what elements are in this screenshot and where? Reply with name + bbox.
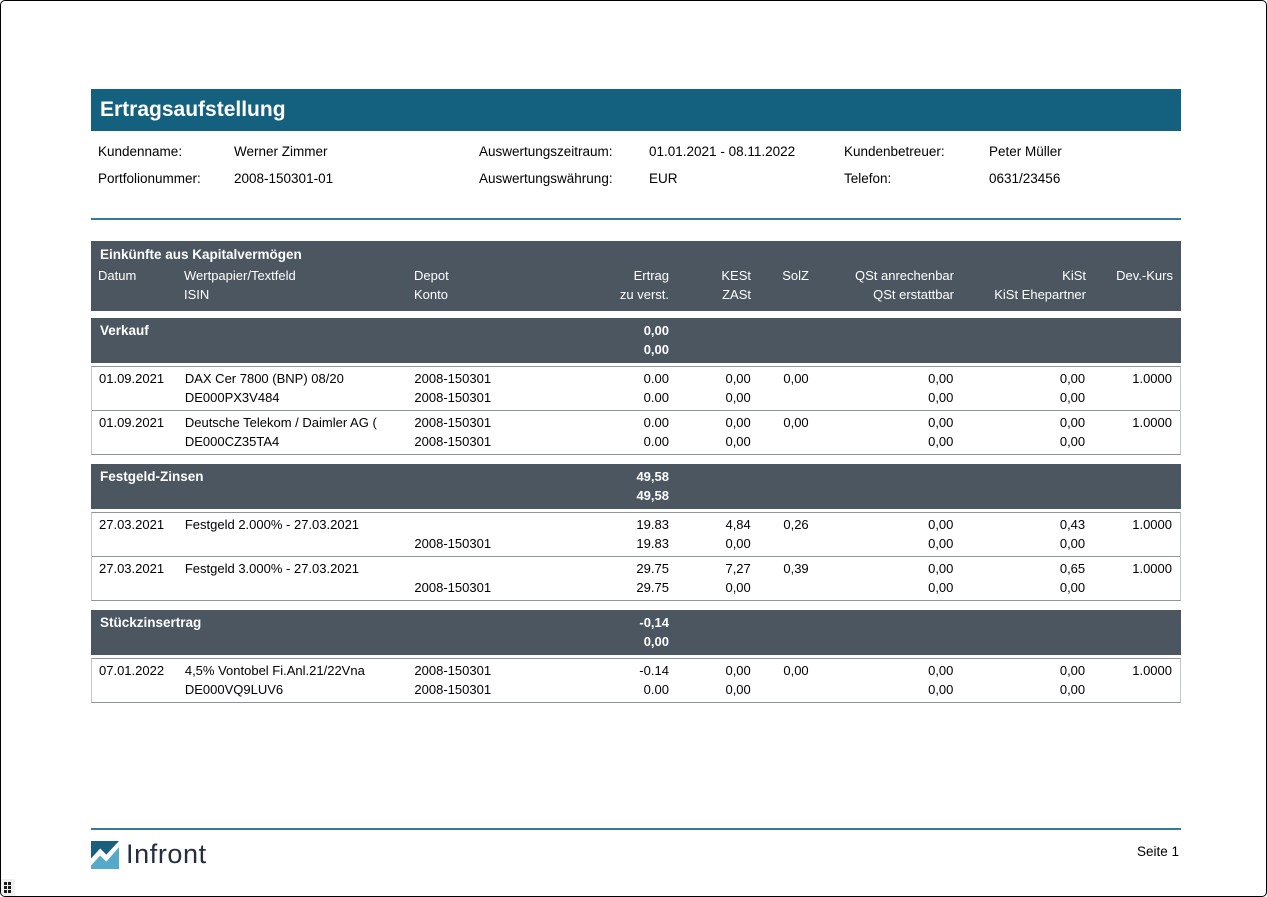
- cell-dev-kurs: 1.0000: [1132, 371, 1172, 386]
- col-depot: Depot Konto: [414, 268, 449, 302]
- zeitraum-label: Auswertungszeitraum:: [479, 144, 613, 159]
- cell-ertrag: 19.83 19.83: [636, 517, 669, 551]
- cell-kist: 0,43 0,00: [1059, 517, 1086, 551]
- cell-solz: 0,00: [783, 371, 809, 386]
- section-sum: 49,58 49,58: [636, 469, 669, 503]
- cell-depot: 2008-150301 2008-150301: [414, 371, 492, 405]
- kundenname-label: Kundenname:: [98, 144, 183, 159]
- cell-solz: 0,39: [783, 561, 809, 576]
- cell-qst: 0,00 0,00: [928, 517, 954, 551]
- info-row: [91, 140, 1181, 167]
- cell-dev-kurs: 1.0000: [1132, 415, 1172, 430]
- row-group-stueckzins: [91, 658, 1181, 703]
- page-number: Seite 1: [1136, 844, 1179, 859]
- waehrung-label: Auswertungswährung:: [479, 171, 613, 186]
- table-row: [92, 513, 1180, 556]
- report-title-banner: [91, 89, 1181, 131]
- table-row: [92, 410, 1180, 454]
- section-sum: 0,00 0,00: [643, 323, 669, 357]
- cell-kist: 0,00 0,00: [1059, 663, 1086, 697]
- betreuer-label: Kundenbetreuer:: [844, 144, 945, 159]
- section-label: Verkauf: [100, 323, 149, 338]
- cell-dev-kurs: 1.0000: [1132, 517, 1172, 532]
- cell-depot: 2008-150301 2008-150301: [414, 415, 492, 449]
- table-title: Einkünfte aus Kapitalvermögen: [100, 247, 302, 262]
- cell-qst: 0,00 0,00: [928, 371, 954, 405]
- cell-ertrag: -0.14 0.00: [639, 663, 669, 697]
- cell-wertpapier: Deutsche Telekom / Daimler AG ( DE000CZ35TA4: [184, 415, 377, 449]
- page-title: Ertragsaufstellung: [100, 98, 286, 121]
- col-solz: SolZ: [782, 268, 809, 283]
- cell-ertrag: 0.00 0.00: [643, 415, 669, 449]
- section-bar-stueckzinsertrag: [91, 610, 1181, 655]
- cell-datum: 01.09.2021: [99, 371, 165, 386]
- row-group-verkauf: [91, 366, 1181, 455]
- table-row: [92, 556, 1180, 600]
- cell-qst: 0,00 0,00: [928, 663, 954, 697]
- column-header-row: [91, 266, 1181, 304]
- cell-solz: 0,00: [783, 663, 809, 678]
- infront-logo: [91, 839, 207, 870]
- cell-wertpapier: DAX Cer 7800 (BNP) 08/20 DE000PX3V484: [184, 371, 344, 405]
- kundenname-value: Werner Zimmer: [234, 144, 328, 159]
- table-row: [92, 367, 1180, 410]
- footer-divider-line: [91, 828, 1181, 830]
- section-label: Festgeld-Zinsen: [100, 469, 204, 484]
- cell-kest: 4,84 0,00: [725, 517, 751, 551]
- cell-ertrag: 29.75 29.75: [636, 561, 669, 595]
- cell-dev-kurs: 1.0000: [1132, 663, 1172, 678]
- cell-kist: 0,00 0,00: [1059, 371, 1086, 405]
- info-block: [91, 140, 1181, 194]
- cell-solz: 0,00: [783, 415, 809, 430]
- col-dev-kurs: Dev.-Kurs: [1116, 268, 1173, 283]
- header-divider-line: [91, 218, 1181, 220]
- income-table: [91, 241, 1181, 703]
- betreuer-value: Peter Müller: [989, 144, 1062, 159]
- telefon-value: 0631/23456: [989, 171, 1061, 186]
- cell-depot: 2008-150301: [414, 536, 492, 551]
- row-group-festgeld: [91, 512, 1181, 601]
- cell-kist: 0,00 0,00: [1059, 415, 1086, 449]
- zeitraum-value: 01.01.2021 - 08.11.2022: [649, 144, 796, 159]
- cell-solz: 0,26: [783, 517, 809, 532]
- cell-kest: 0,00 0,00: [725, 371, 751, 405]
- cell-qst: 0,00 0,00: [928, 561, 954, 595]
- cell-dev-kurs: 1.0000: [1132, 561, 1172, 576]
- portfolio-label: Portfolionummer:: [98, 171, 201, 186]
- col-wertpapier: Wertpapier/Textfeld ISIN: [184, 268, 296, 302]
- table-row: [92, 659, 1180, 702]
- section-bar-verkauf: [91, 318, 1181, 363]
- resize-grip-icon[interactable]: [1, 879, 15, 896]
- col-datum: Datum: [98, 268, 137, 283]
- cell-wertpapier: 4,5% Vontobel Fi.Anl.21/22Vna DE000VQ9LUV6: [184, 663, 365, 697]
- section-label: Stückzinsertrag: [100, 615, 202, 630]
- portfolio-value: 2008-150301-01: [234, 171, 334, 186]
- cell-ertrag: 0.00 0.00: [643, 371, 669, 405]
- cell-datum: 01.09.2021: [99, 415, 165, 430]
- cell-kest: 0,00 0,00: [725, 663, 751, 697]
- table-header: [91, 241, 1181, 311]
- cell-datum: 07.01.2022: [99, 663, 165, 678]
- cell-datum: 27.03.2021: [99, 561, 165, 576]
- cell-kist: 0,65 0,00: [1059, 561, 1086, 595]
- section-sum: -0,14 0,00: [639, 615, 669, 649]
- cell-qst: 0,00 0,00: [928, 415, 954, 449]
- brand-name: Infront: [126, 839, 207, 869]
- col-kest: KESt ZASt: [721, 268, 751, 302]
- telefon-label: Telefon:: [844, 171, 892, 186]
- col-kist: KiSt KiSt Ehepartner: [994, 268, 1086, 302]
- info-row: [91, 167, 1181, 194]
- infront-logo-icon: [91, 841, 119, 869]
- waehrung-value: EUR: [649, 171, 678, 186]
- cell-depot: 2008-150301 2008-150301: [414, 663, 492, 697]
- section-bar-festgeld-zinsen: [91, 464, 1181, 509]
- cell-kest: 7,27 0,00: [725, 561, 751, 595]
- cell-depot: 2008-150301: [414, 580, 492, 595]
- cell-wertpapier: Festgeld 3.000% - 27.03.2021: [184, 561, 360, 576]
- col-ertrag: Ertrag zu verst.: [619, 268, 669, 302]
- cell-kest: 0,00 0,00: [725, 415, 751, 449]
- cell-datum: 27.03.2021: [99, 517, 165, 532]
- cell-wertpapier: Festgeld 2.000% - 27.03.2021: [184, 517, 360, 532]
- col-qst: QSt anrechenbar QSt erstattbar: [854, 268, 954, 302]
